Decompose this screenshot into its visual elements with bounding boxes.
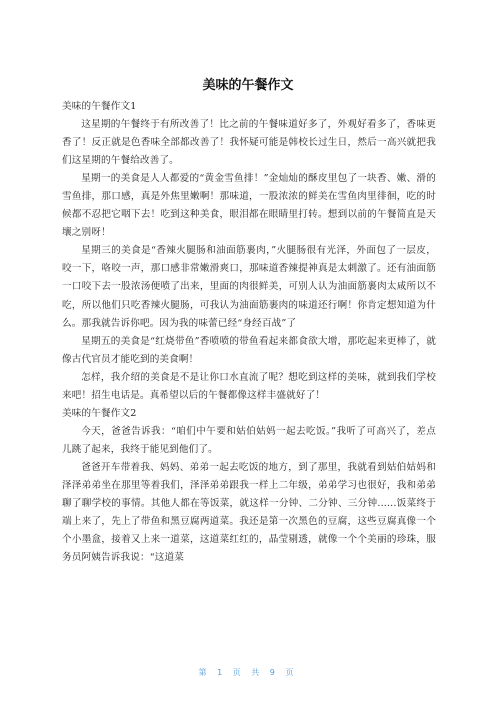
paragraph: 爸爸开车带着我、妈妈、弟弟一起去吃饭的地方，到了那里，我就看到姑伯姑妈和泽泽弟弟坐在那里等着我们，泽泽弟弟跟我一样上二年级，弟弟学习也很好，我和弟弟聊了聊学校的事情。其他人都在等饭菜，就这样一分钟、二分钟、三分钟......饭菜终于端上来了，先上了带鱼和黑豆腐两道菜。我还是第一次黑色的豆腐，这些豆腐真像一个个小墨盒，接着又上来一道菜，这道菜红红的，晶莹剔透，就像一个个美丽的珍珠，服务员阿姨告诉我说：“这道菜 xyxy=(62,461,436,564)
document-body xyxy=(62,98,436,567)
document-title: 美味的午餐作文 xyxy=(202,78,294,93)
paragraph: 星期三的美食是“香辣火腿肠和油面筋裹肉，”火腿肠很有光泽，外面包了一层皮，咬一下，咯咬一声，那口感非常嫩滑爽口，那味道香辣提神真是太刺激了。还有油面筋一口咬下去一股浓汤便喷了出来，里面的肉很鲜美，可别人认为油面筋裹肉太咸所以不吃，所以他们只吃香辣火腿肠，可我认为油面筋裹肉的味道还行啊！你肯定想知道为什么。那我就告诉你吧。因为我的味蕾已经“身经百战”了 xyxy=(62,245,436,329)
paragraph: 今天，爸爸告诉我：“咱们中午要和姑伯姑妈一起去吃饭。”我听了可高兴了，差点儿跳了起来，我终于能见到他们了。 xyxy=(62,425,436,455)
paragraph: 星期五的美食是“红烧带鱼”香喷喷的带鱼看起来都食欲大增，那吃起来更棒了，就像古代官员才能吃到的美食啊！ xyxy=(62,335,436,365)
paragraph: 这星期的午餐终于有所改善了！比之前的午餐味道好多了，外观好看多了，香味更香了！反正就是色香味全部都改善了！我怀疑可能是韩校长过生日，然后一高兴就把我们这星期的午餐给改善了。 xyxy=(62,119,436,167)
page-footer: 第 1 页 共 9 页 xyxy=(198,668,298,677)
section-heading: 美味的午餐作文2 xyxy=(62,407,137,419)
section-heading: 美味的午餐作文1 xyxy=(62,101,137,112)
paragraph: 星期一的美食是人人都爱的“黄金雪鱼排！”金灿灿的酥皮里包了一块香、嫩、滑的雪鱼排，那口感，真是外焦里嫩啊！那味道，一股浓浓的鲜美在雪鱼肉里徘徊，吃的时候都不忍把它咽下去！吃到这种美食，眼泪都在眼睛里打转。想到以前的午餐简直是天壤之别呀！ xyxy=(62,173,436,239)
paragraph: 怎样，我介绍的美食是不是让你口水直流了呢？想吃到这样的美味，就到我们学校来吧！招生电话是。真希望以后的午餐都像这样丰盛就好了！ xyxy=(62,371,436,401)
